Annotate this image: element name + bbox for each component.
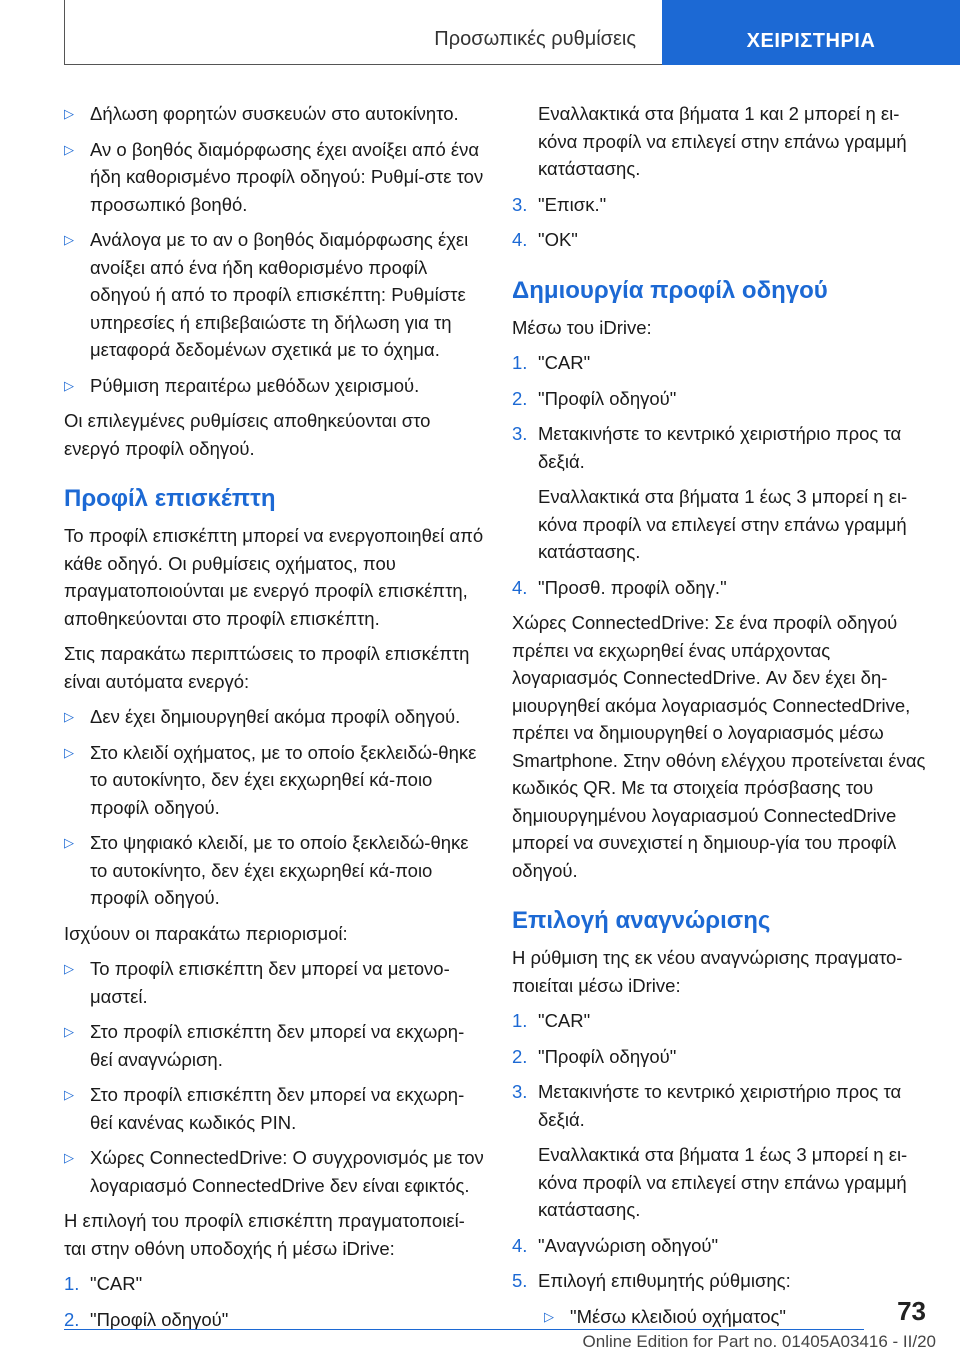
step-item: 2. "Προφίλ οδηγού" [512,385,928,413]
header-rule-bottom [64,64,662,65]
step-continuation: Εναλλακτικά στα βήματα 1 και 2 μπορεί η ει-κόνα προφίλ να επιλεγεί στην επάνω γραμμή κατάστασης. [538,103,907,179]
triangle-bullet-icon: ▷ [64,1087,74,1102]
page-number: 73 [897,1296,926,1326]
paragraph: Η ρύθμιση της εκ νέου αναγνώρισης πραγματο-ποιείται μέσω iDrive: [512,947,903,996]
step-item: 1. "CAR" [512,349,928,377]
footer-rule [64,1329,864,1330]
step-number: 3. [512,1081,528,1102]
triangle-bullet-icon: ▷ [544,1308,554,1324]
triangle-bullet-icon: ▷ [64,709,74,724]
step-number: 5. [512,1270,528,1291]
paragraph: Το προφίλ επισκέπτη μπορεί να ενεργοποιηθεί από κάθε οδηγό. Οι ρυθμίσεις οχήματος, που πραγματοποιούνται με ενεργό προφίλ επισκέπτη, αποθηκεύονται στο προφίλ επισκέπτη. [64,525,484,629]
paragraph: Η επιλογή του προφίλ επισκέπτη πραγματοποιεί-ται στην οθόνη υποδοχής ή μέσω iDrive: [64,1210,465,1259]
list-item: ▷ Στο ψηφιακό κλειδί, με το οποίο ξεκλειδώ-θηκε το αυτοκίνητο, δεν έχει εκχωρηθεί κά-ποιο προφίλ οδηγού. [64,829,484,912]
step-continuation: Εναλλακτικά στα βήματα 1 έως 3 μπορεί η ει-κόνα προφίλ να επιλεγεί στην επάνω γραμμή κατάστασης. [538,1144,908,1220]
step-number: 1. [512,352,528,373]
edition-note: Online Edition for Part no. 01405A03416 - II/20 [582,1332,936,1351]
heading-create-profile: Δημιουργία προφίλ οδηγού [512,276,828,304]
triangle-bullet-icon: ▷ [64,377,74,393]
step-number: 4. [512,1234,528,1256]
triangle-bullet-icon: ▷ [64,744,74,760]
paragraph: Στις παρακάτω περιπτώσεις το προφίλ επισκέπτη είναι αυτόματα ενεργό: [64,643,470,692]
step-number: 4. [512,576,528,598]
triangle-bullet-icon: ▷ [64,106,74,121]
heading-guest-profile: Προφίλ επισκέπτη [64,485,276,512]
step-item: 4. "Προσθ. προφίλ οδηγ." [512,574,928,602]
step-item: 1. "CAR" [64,1270,484,1298]
step-item: 2. "Προφίλ οδηγού" [64,1306,484,1334]
step-item: 3. Μετακινήστε το κεντρικό χειριστήριο προς τα δεξιά. [512,1078,928,1133]
list-item: ▷ Το προφίλ επισκέπτη δεν μπορεί να μετονο-μαστεί. [64,955,484,1010]
step-number: 2. [512,387,528,409]
step-item: 2. "Προφίλ οδηγού" [512,1043,928,1071]
step-number: 3. [512,423,528,444]
step-number: 2. [512,1045,528,1067]
list-item: ▷ Ρύθμιση περαιτέρω μεθόδων χειρισμού. [64,372,484,400]
list-item: ▷ Δήλωση φορητών συσκευών στο αυτοκίνητο. [64,100,484,128]
right-column [512,100,928,1338]
step-item: 3. Μετακινήστε το κεντρικό χειριστήριο προς τα δεξιά. [512,420,928,475]
step-number: 1. [64,1273,80,1294]
list-item: ▷ Χώρες ConnectedDrive: Ο συγχρονισμός με τον λογαριασμό ConnectedDrive δεν είναι εφικτός. [64,1144,484,1199]
triangle-bullet-icon: ▷ [64,1024,74,1039]
triangle-bullet-icon: ▷ [64,835,74,850]
step-item: 1. "CAR" [512,1007,928,1035]
step-item: 4. "OK" [512,226,928,254]
step-number: 1. [512,1010,528,1031]
step-item: 4. "Αναγνώριση οδηγού" [512,1232,928,1260]
step-number: 3. [512,193,528,215]
paragraph: Μέσω του iDrive: [512,316,652,338]
step-item: 5. Επιλογή επιθυμητής ρύθμισης: [512,1267,928,1295]
paragraph: Χώρες ConnectedDrive: Σε ένα προφίλ οδηγού πρέπει να εκχωρηθεί ένας υπάρχοντας λογαριασμός ConnectedDrive. Αν δεν έχει δη-μιουργηθεί ακόμα λογαριασμός ConnectedDrive, πρέπει να δημιουργηθεί ο λογαριασμός μέσω Smartphone. Στην οθόνη ελέγχου προτείνεται ένας κωδικός QR. Με τα στοιχεία πρόσβασης του δημιουργημένου λογαριασμού ConnectedDrive μπορεί να συνεχιστεί η δημιουρ-γία του προφίλ οδηγού. [512,612,926,881]
list-item: ▷ Στο προφίλ επισκέπτη δεν μπορεί να εκχωρη-θεί αναγνώριση. [64,1018,484,1073]
list-item: ▷ Στο προφίλ επισκέπτη δεν μπορεί να εκχωρη-θεί κανένας κωδικός PIN. [64,1081,484,1136]
triangle-bullet-icon: ▷ [64,961,74,976]
list-item: ▷ Ανάλογα με το αν ο βοηθός διαμόρφωσης έχει ανοίξει από ένα ήδη καθορισμένο προφίλ οδηγού ή από το προφίλ επισκέπτη: Ρυθμίστε υπηρεσίες ή επιβεβαιώστε τη δήλωση για τη μεταφορά δεδομένων σχετικά με το όχημα. [64,226,484,364]
step-number: 2. [64,1308,80,1330]
chapter-tab: ΧΕΙΡΙΣΤΗΡΙΑ [662,0,960,65]
triangle-bullet-icon: ▷ [64,1150,74,1165]
step-item: 3. "Επισκ." [512,191,928,219]
paragraph: Ισχύουν οι παρακάτω περιορισμοί: [64,922,348,944]
left-column [64,100,484,1341]
step-continuation: Εναλλακτικά στα βήματα 1 έως 3 μπορεί η ει-κόνα προφίλ να επιλεγεί στην επάνω γραμμή κατάστασης. [538,486,908,562]
list-item: ▷ Αν ο βοηθός διαμόρφωσης έχει ανοίξει από ένα ήδη καθορισμένο προφίλ οδηγού: Ρυθμί-στε τον προσωπικό βοηθό. [64,136,484,219]
step-number: 4. [512,229,528,250]
section-title: Προσωπικές ρυθμίσεις [434,28,636,50]
triangle-bullet-icon: ▷ [64,232,74,247]
list-item: ▷ Στο κλειδί οχήματος, με το οποίο ξεκλειδώ-θηκε το αυτοκίνητο, δεν έχει εκχωρηθεί κά-ποιο προφίλ οδηγού. [64,739,484,822]
sub-list-item: ▷ "Μέσω κλειδιού οχήματος" [512,1303,928,1331]
paragraph: Οι επιλεγμένες ρυθμίσεις αποθηκεύονται στο ενεργό προφίλ οδηγού. [64,410,431,459]
triangle-bullet-icon: ▷ [64,141,74,157]
list-item: ▷ Δεν έχει δημιουργηθεί ακόμα προφίλ οδηγού. [64,703,484,731]
heading-recognition: Επιλογή αναγνώρισης [512,907,771,934]
